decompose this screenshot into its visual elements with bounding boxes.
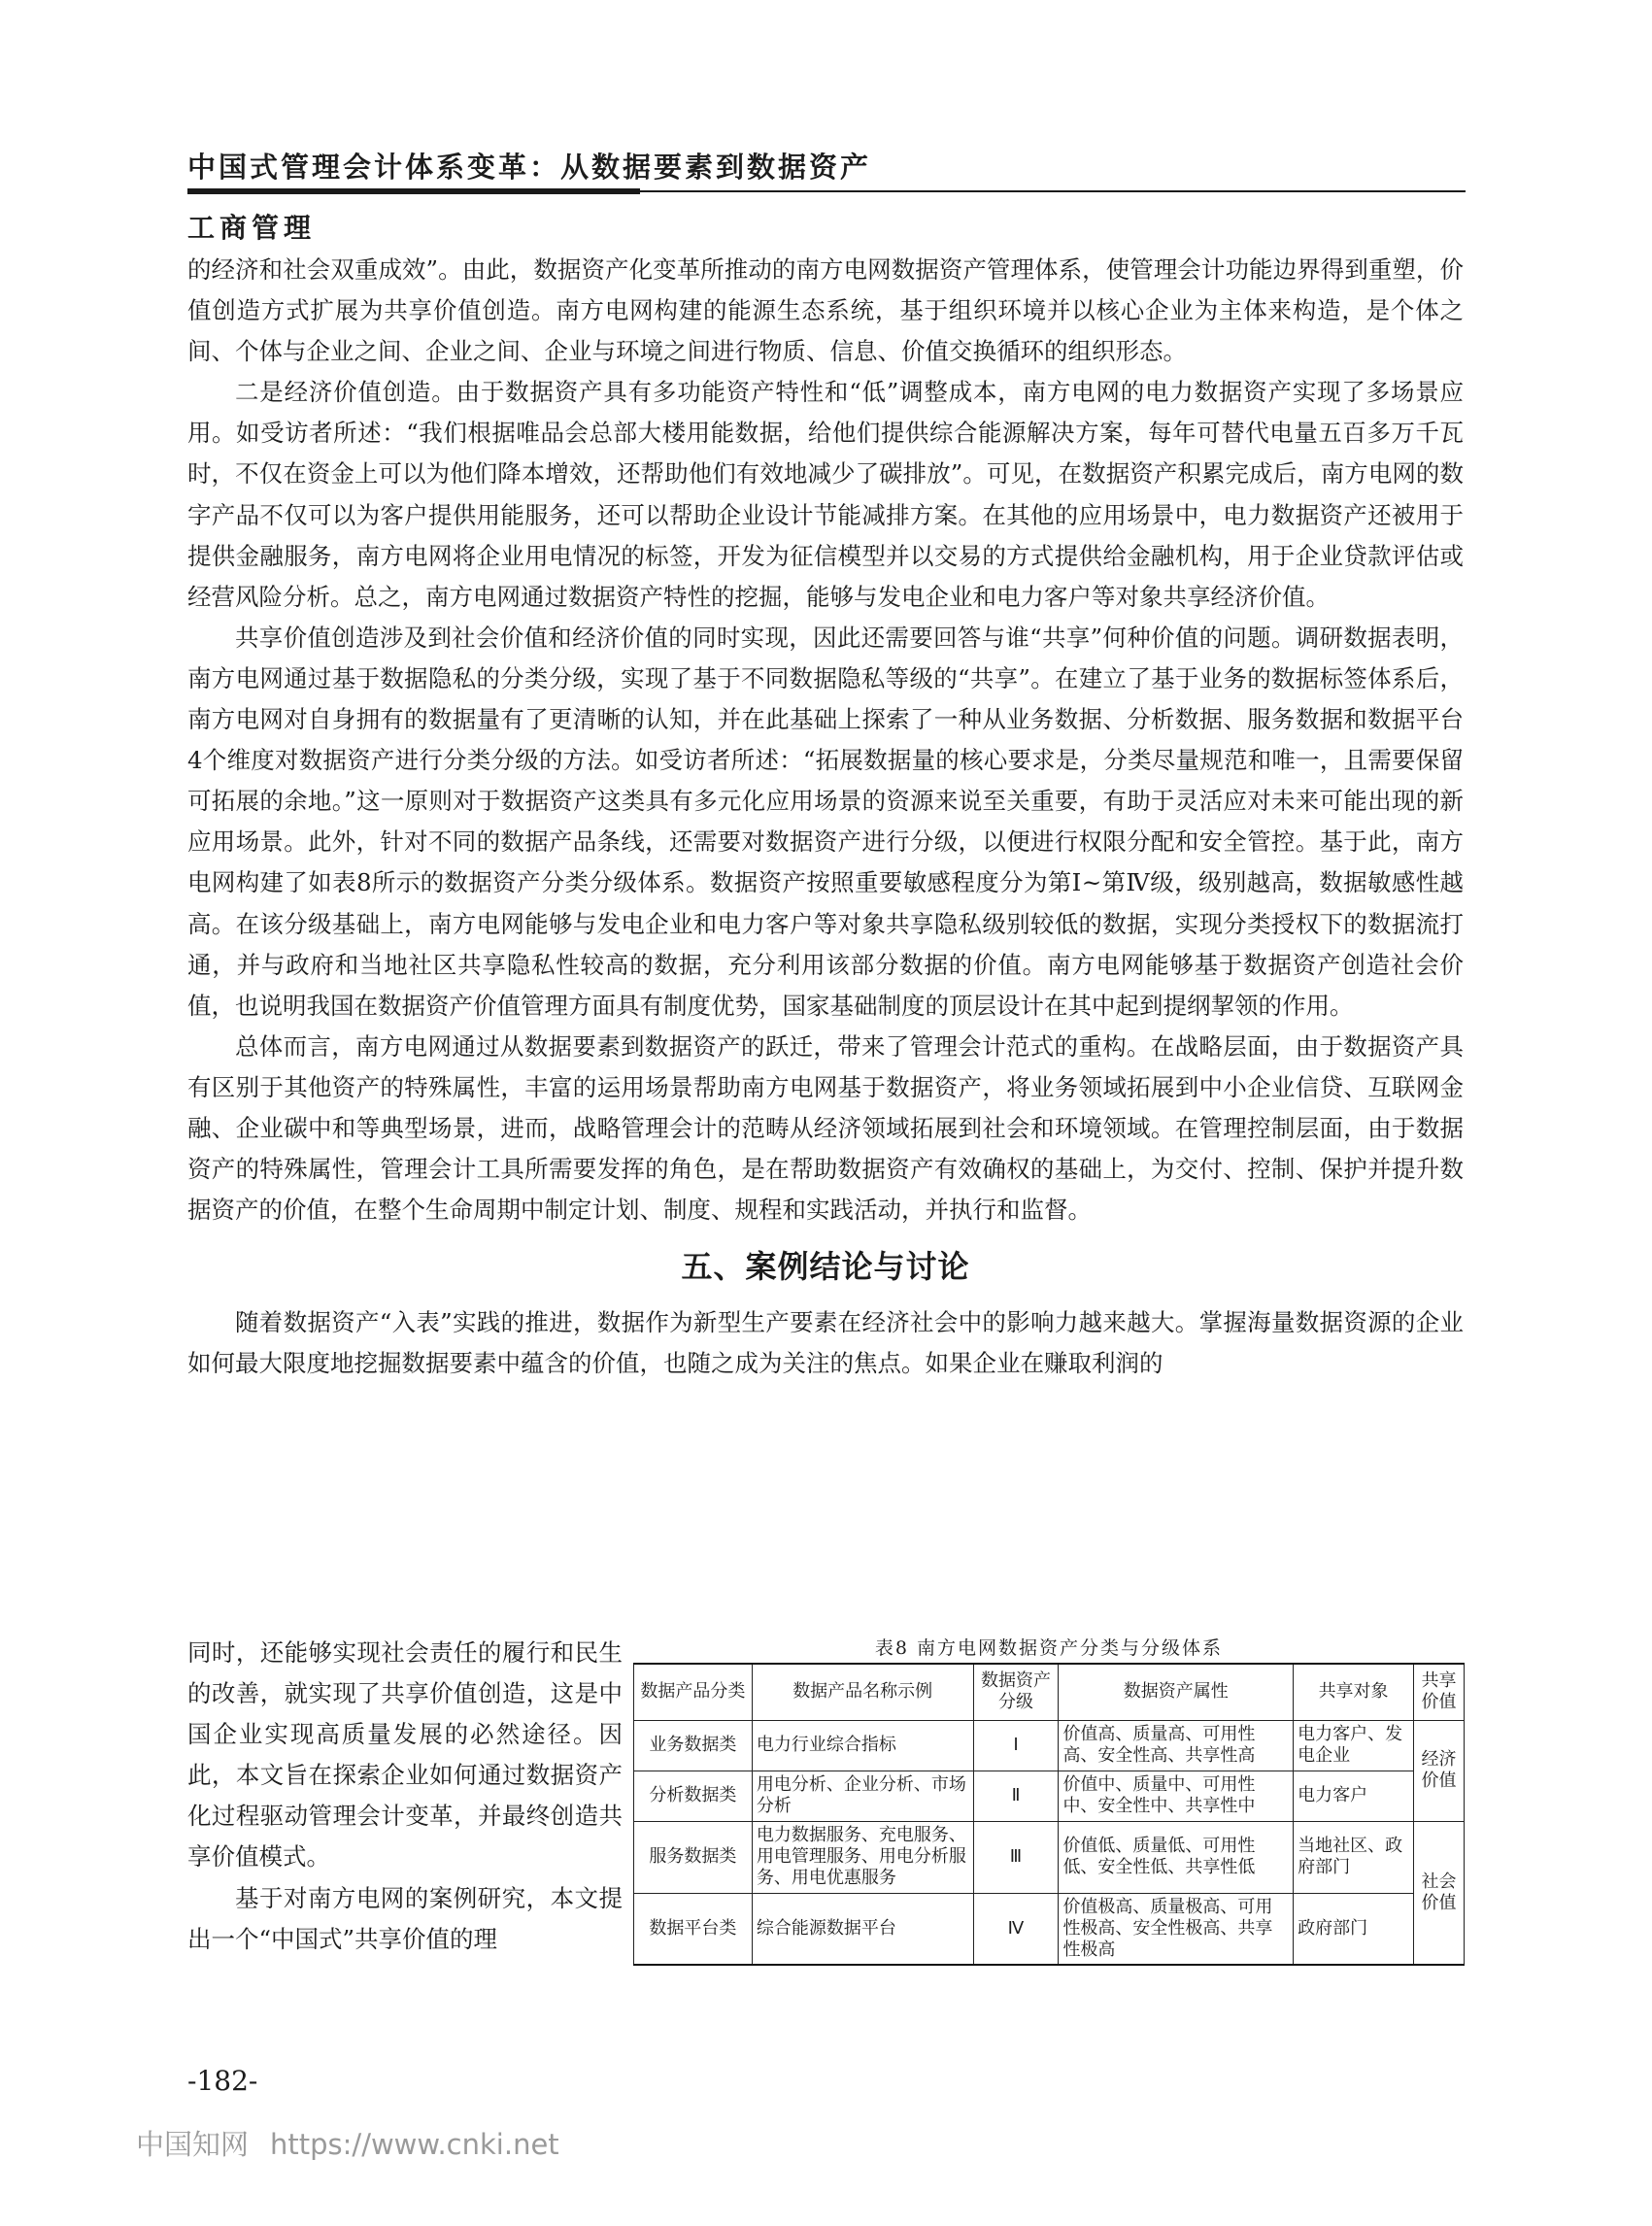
example-cell: 电力行业综合指标 — [752, 1720, 973, 1771]
level-cell: Ⅲ — [973, 1821, 1059, 1893]
wrapped-paragraph-2: 基于对南方电网的案例研究，本文提出一个“中国式”共享价值的理 — [187, 1883, 623, 1953]
level-cell: Ⅳ — [973, 1893, 1059, 1965]
watermark-url: https://www.cnki.net — [270, 2128, 559, 2161]
attributes-cell: 价值极高、质量极高、可用性极高、安全性极高、共享性极高 — [1059, 1893, 1294, 1965]
body-paragraph-3: 共享价值创造涉及到社会价值和经济价值的同时实现，因此还需要回答与谁“共享”何种价值的问题。调研数据表明，南方电网通过基于数据隐私的分类分级，实现了基于不同数据隐私等级的“共享”。在建立了基于业务的数据标签体系后，南方电网对自身拥有的数据量有了更清晰的认知，并在此基础上探索了一种从业务数据、分析数据、服务数据和数据平台4个维度对数据资产进行分类分级的方法。如受访者所述：“拓展数据量的核心要求是，分类尽量规范和唯一，且需要保留可拓展的余地。”这一原则对于数据资产这类具有多元化应用场景的资源来说至关重要，有助于灵活应对未来可能出现的新应用场景。此外，针对不同的数据产品条线，还需要对数据资产进行分级，以便进行权限分配和安全管控。基于此，南方电网构建了如表8所示的数据资产分类分级体系。数据资产按照重要敏感程度分为第Ⅰ~第Ⅳ级，级别越高，数据敏感性越高。在该分级基础上，南方电网能够与发电企业和电力客户等对象共享隐私级别较低的数据，实现分类授权下的数据流打通，并与政府和当地社区共享隐私性较高的数据，充分利用该部分数据的价值。南方电网能够基于数据资产创造社会价值，也说明我国在数据资产价值管理方面具有制度优势，国家基础制度的顶层设计在其中起到提纲挈领的作用。 — [187, 623, 1464, 1020]
section-heading: 五、案例结论与讨论 — [681, 1248, 970, 1286]
partner-cell: 政府部门 — [1294, 1893, 1414, 1965]
table-caption: 表8 南方电网数据资产分类与分级体系 — [874, 1637, 1224, 1659]
header-rule-thin — [640, 190, 1466, 192]
cnki-watermark — [136, 2123, 559, 2163]
shared-value-cell: 经济价值 — [1414, 1720, 1465, 1821]
watermark-name: 中国知网 — [136, 2128, 250, 2161]
article-body — [187, 250, 1464, 1384]
table-header-row — [634, 1664, 1465, 1720]
example-cell: 电力数据服务、充电服务、用电管理服务、用电分析服务、用电优惠服务 — [752, 1821, 973, 1893]
level-cell: Ⅱ — [973, 1771, 1059, 1821]
table-header-cell: 数据资产分级 — [973, 1664, 1059, 1720]
level-cell: Ⅰ — [973, 1720, 1059, 1771]
page-number: -182- — [187, 2065, 258, 2097]
body-paragraph-2: 二是经济价值创造。由于数据资产具有多功能资产特性和“低”调整成本，南方电网的电力数据资产实现了多场景应用。如受访者所述：“我们根据唯品会总部大楼用能数据，给他们提供综合能源解决方案，每年可替代电量五百多万千瓦时，不仅在资金上可以为他们降本增效，还帮助他们有效地减少了碳排放”。可见，在数据资产积累完成后，南方电网的数字产品不仅可以为客户提供用能服务，还可以帮助企业设计节能减排方案。在其他的应用场景中，电力数据资产还被用于提供金融服务，南方电网将企业用电情况的标签，开发为征信模型并以交易的方式提供给金融机构，用于企业贷款评估或经营风险分析。总之，南方电网通过数据资产特性的挖掘，能够与发电企业和电力客户等对象共享经济价值。 — [187, 378, 1464, 611]
table-row — [634, 1720, 1465, 1771]
table-header-cell: 数据产品名称示例 — [752, 1664, 973, 1720]
category-cell: 数据平台类 — [634, 1893, 753, 1965]
data-asset-classification-table — [633, 1663, 1465, 1966]
header-rule-thick — [187, 188, 640, 194]
category-cell: 服务数据类 — [634, 1821, 753, 1893]
table-header-cell: 数据资产属性 — [1059, 1664, 1294, 1720]
table-header-cell: 数据产品分类 — [634, 1664, 753, 1720]
body-paragraph-5: 随着数据资产“入表”实践的推进，数据作为新型生产要素在经济社会中的影响力越来越大。掌握海量数据资源的企业如何最大限度地挖掘数据要素中蕴含的价值，也随之成为关注的焦点。如果企业在赚取利润的 — [187, 1308, 1464, 1378]
category-cell: 业务数据类 — [634, 1720, 753, 1771]
journal-article-title: 中国式管理会计体系变革：从数据要素到数据资产 — [187, 151, 872, 184]
table-header-cell: 共享对象 — [1294, 1664, 1414, 1720]
body-paragraph-4: 总体而言，南方电网通过从数据要素到数据资产的跃迁，带来了管理会计范式的重构。在战略层面，由于数据资产具有区别于其他资产的特殊属性，丰富的运用场景帮助南方电网基于数据资产，将业务领域拓展到中小企业信贷、互联网金融、企业碳中和等典型场景，进而，战略管理会计的范畴从经济领域拓展到社会和环境领域。在管理控制层面，由于数据资产的特殊属性，管理会计工具所需要发挥的角色，是在帮助数据资产有效确权的基础上，为交付、控制、保护并提升数据资产的价值，在整个生命周期中制定计划、制度、规程和实践活动，并执行和监督。 — [187, 1031, 1464, 1225]
table-row — [634, 1893, 1465, 1965]
category-cell: 分析数据类 — [634, 1771, 753, 1821]
example-cell: 用电分析、企业分析、市场分析 — [752, 1771, 973, 1821]
attributes-cell: 价值高、质量高、可用性高、安全性高、共享性高 — [1059, 1720, 1294, 1771]
table-header-cell: 共享价值 — [1414, 1664, 1465, 1720]
wrapped-paragraph-1: 同时，还能够实现社会责任的履行和民生的改善，就实现了共享价值创造，这是中国企业实现高质量发展的必然途径。因此，本文旨在探索企业如何通过数据资产化过程驱动管理会计变革，并最终创造共享价值模式。 — [187, 1638, 623, 1872]
table-row — [634, 1771, 1465, 1821]
shared-value-cell: 社会价值 — [1414, 1821, 1465, 1965]
attributes-cell: 价值中、质量中、可用性中、安全性中、共享性中 — [1059, 1771, 1294, 1821]
attributes-cell: 价值低、质量低、可用性低、安全性低、共享性低 — [1059, 1821, 1294, 1893]
body-paragraph-1: 的经济和社会双重成效”。由此，数据资产化变革所推动的南方电网数据资产管理体系，使管理会计功能边界得到重塑，价值创造方式扩展为共享价值创造。南方电网构建的能源生态系统，基于组织环境并以核心企业为主体来构造，是个体之间、个体与企业之间、企业之间、企业与环境之间进行物质、信息、价值交换循环的组织形态。 — [187, 255, 1464, 366]
wrapped-text-column — [187, 1633, 623, 1960]
journal-section-label: 工商管理 — [187, 212, 317, 244]
partner-cell: 电力客户、发电企业 — [1294, 1720, 1414, 1771]
example-cell: 综合能源数据平台 — [752, 1893, 973, 1965]
partner-cell: 当地社区、政府部门 — [1294, 1821, 1414, 1893]
table-row — [634, 1821, 1465, 1893]
partner-cell: 电力客户 — [1294, 1771, 1414, 1821]
